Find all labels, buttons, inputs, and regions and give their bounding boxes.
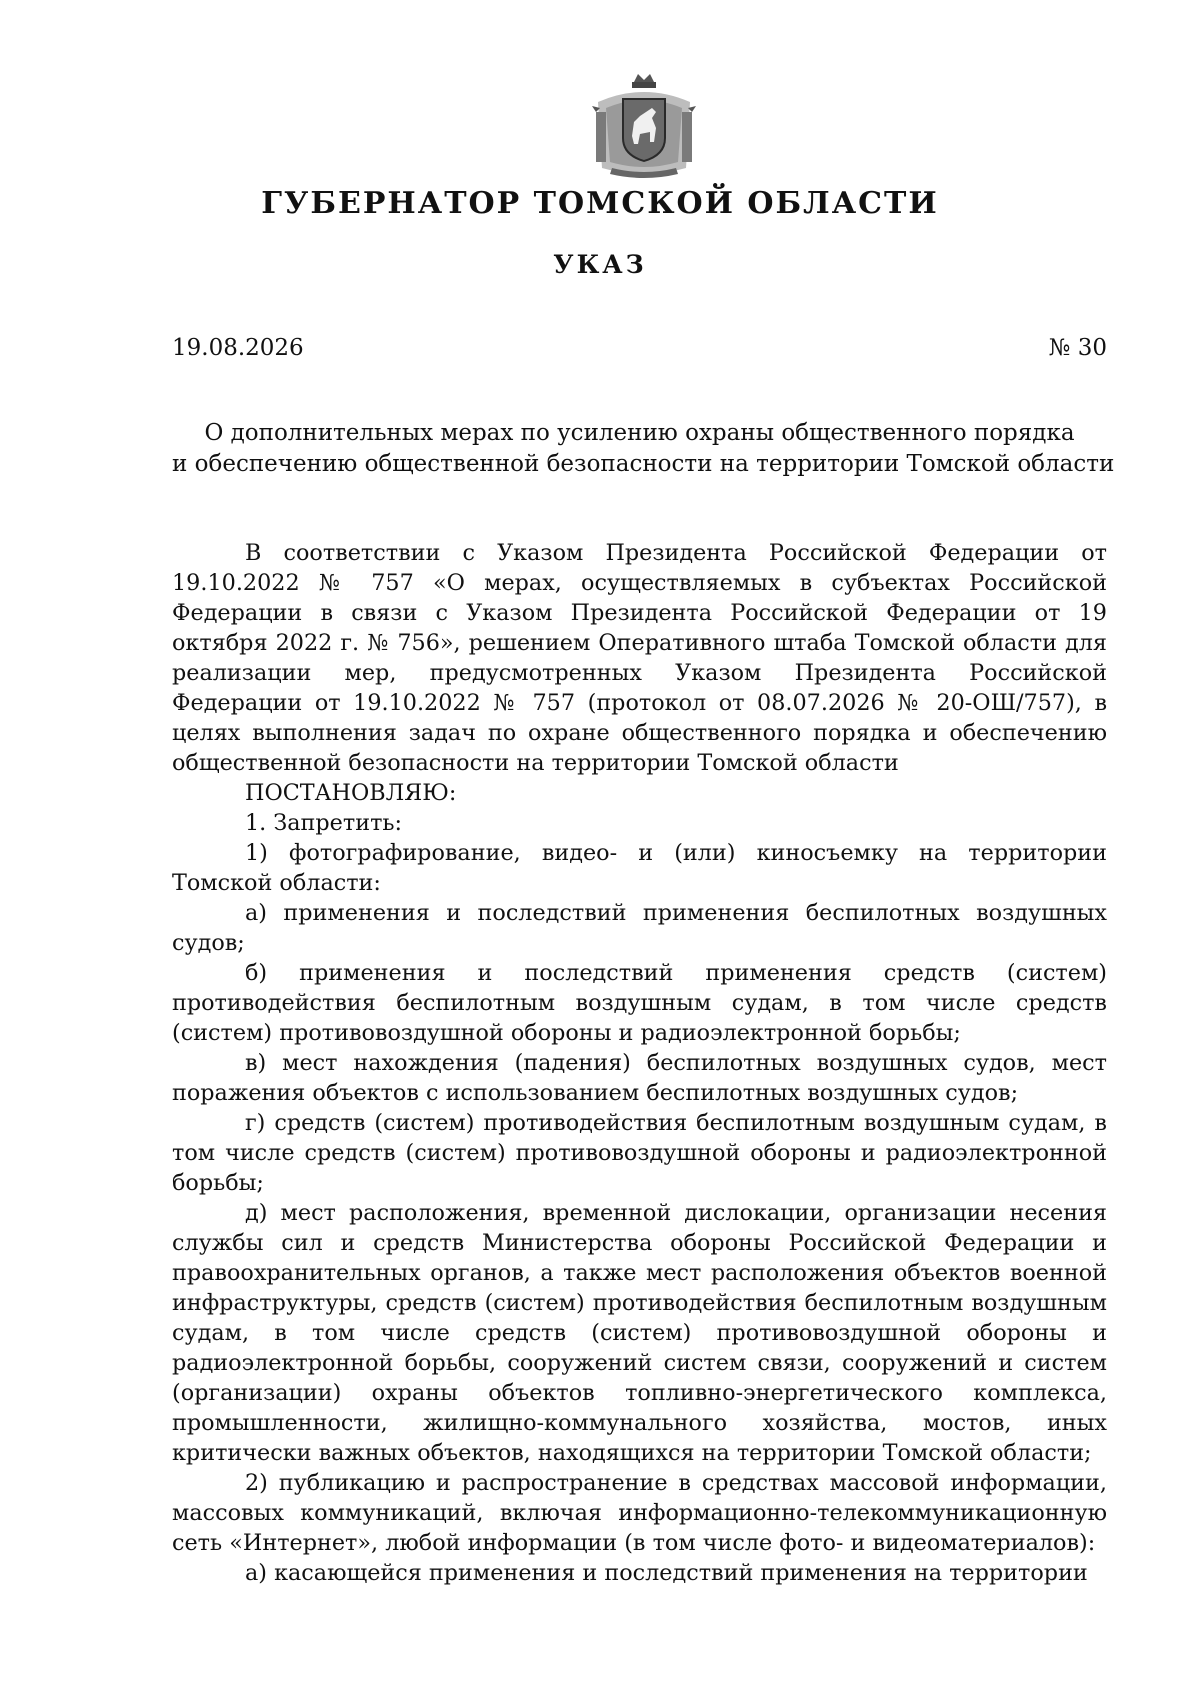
- subject-line-2: и обеспечению общественной безопасности на территории Томской области: [172, 451, 1115, 477]
- document-type: УКАЗ: [553, 250, 647, 279]
- item-1-1-b: б) применения и последствий применения средств (систем) противодействия беспилотным воздушным судам, в том числе средств (систем) противовоздушной обороны и радиоэлектронной борьбы;: [172, 960, 1107, 1046]
- decree-date: 19.08.2026: [172, 335, 304, 361]
- item-1-1-v: в) мест нахождения (падения) беспилотных воздушных судов, мест поражения объектов с использованием беспилотных воздушных судов;: [172, 1050, 1107, 1106]
- item-1-1-d: д) мест расположения, временной дислокации, организации несения службы сил и средств Министерства обороны Российской Федерации и правоохранительных органов, а также мест расположения объектов военной инфраструктуры, средств (систем) противодействия беспилотным воздушным судам, в том числе средств (систем) противовоздушной обороны и радиоэлектронной борьбы, сооружений систем связи, сооружений и систем (организации) охраны объектов топливно-энергетического комплекса, промышленности, жилищно-коммунального хозяйства, мостов, иных критически важных объектов, находящихся на территории Томской области;: [172, 1200, 1107, 1466]
- coat-of-arms-icon: [588, 72, 700, 180]
- decree-number: № 30: [1048, 335, 1107, 361]
- decree-body: [172, 538, 1107, 1588]
- subject-line-1: О дополнительных мерах по усилению охраны общественного порядка: [204, 420, 1075, 446]
- preamble-paragraph: В соответствии с Указом Президента Российской Федерации от 19.10.2022 № 757 «О мерах, осуществляемых в субъектах Российской Федерации в связи с Указом Президента Российской Федерации от 19 октября 2022 г. № 756», решением Оперативного штаба Томской области для реализации мер, предусмотренных Указом Президента Российской Федерации от 19.10.2022 № 757 (протокол от 08.07.2026 № 20-ОШ/757), в целях выполнения задач по охране общественного порядка и обеспечению общественной безопасности на территории Томской области: [172, 540, 1107, 776]
- item-1-1-g: г) средств (систем) противодействия беспилотным воздушным судам, в том числе средств (систем) противовоздушной обороны и радиоэлектронной борьбы;: [172, 1110, 1107, 1196]
- governor-title: ГУБЕРНАТОР ТОМСКОЙ ОБЛАСТИ: [261, 186, 939, 221]
- item-1-2-a: а) касающейся применения и последствий применения на территории: [245, 1560, 1088, 1586]
- decree-word: ПОСТАНОВЛЯЮ:: [245, 780, 457, 806]
- item-1-2: 2) публикацию и распространение в средствах массовой информации, массовых коммуникаций, включая информационно-телекоммуникационную сеть «Интернет», любой информации (в том числе фото- и видеоматериалов):: [172, 1470, 1107, 1556]
- item-1: 1. Запретить:: [245, 810, 403, 836]
- decree-subject: [172, 418, 1115, 480]
- item-1-1-a: а) применения и последствий применения беспилотных воздушных судов;: [172, 900, 1107, 956]
- item-1-1: 1) фотографирование, видео- и (или) киносъемку на территории Томской области:: [172, 840, 1107, 896]
